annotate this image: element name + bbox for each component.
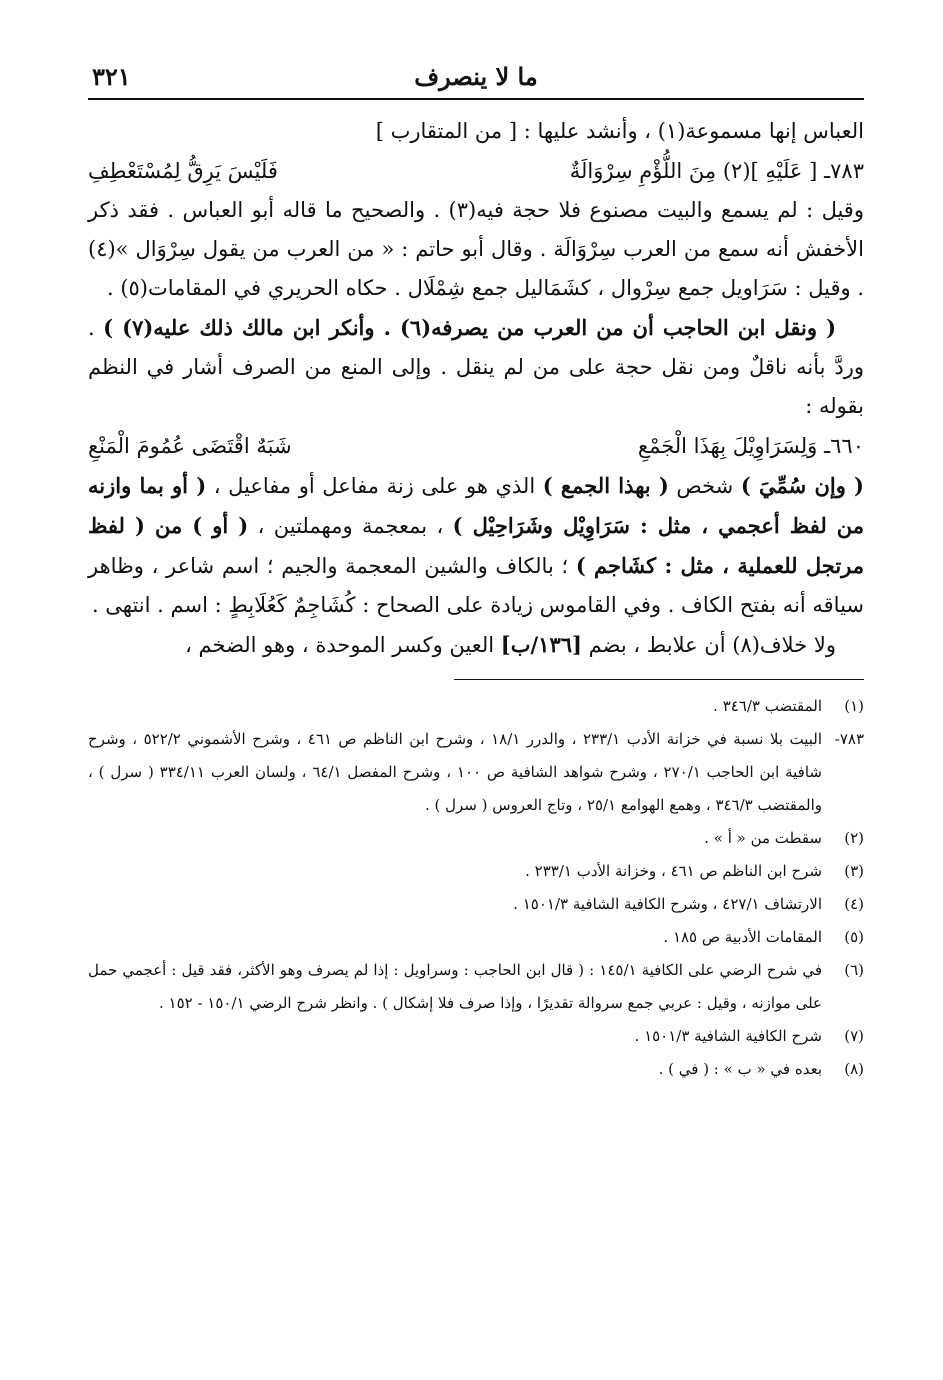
paragraph: العباس إنها مسموعة(١) ، وأنشد عليها : [ من المتقارب ] — [375, 119, 864, 143]
footnote — [88, 855, 864, 888]
footnote — [88, 690, 864, 723]
page-number: ٣٢١ — [92, 62, 131, 91]
footnote-text: شرح ابن الناظم ص ٤٦١ ، وخزانة الأدب ٢٣٣/١ . — [525, 862, 822, 880]
footnote-separator — [454, 679, 864, 680]
matn-text: ( ونقل ابن الحاجب أن من العرب من يصرفه(٦) . وأنكر ابن مالك ذلك عليه(٧) ) — [103, 315, 837, 340]
verse-660 — [88, 426, 864, 466]
footnote-text: سقطت من « أ » . — [704, 829, 822, 847]
main-text — [88, 112, 864, 665]
footnote-number: (١) — [844, 697, 864, 715]
commentary-text: العين وكسر الموحدة ، وهو الضخم ، — [185, 633, 501, 657]
footnote — [88, 888, 864, 921]
footnote-number: (٥) — [844, 928, 864, 946]
commentary-text: شخص — [668, 474, 741, 498]
footnote-number: (٨) — [844, 1060, 864, 1078]
footnote-number: ٧٨٣- — [834, 730, 864, 748]
footnote-text: الارتشاف ٤٢٧/١ ، وشرح الكافية الشافية ١٥٠١/٣ . — [513, 895, 822, 913]
footnotes — [88, 690, 864, 1086]
footnote-text: في شرح الرضي على الكافية ١٤٥/١ : ( قال ابن الحاجب : وسراويل : إذا لم يصرف وهو الأكثر، فقد قيل : أعجمي حمل على موازنه ، وقيل : عربي جمع سروالة تقديرًا ، وإذا صرف فلا إشكال ) . وانظر شرح الرضي ١٥٠/١ - ١٥٢ . — [88, 961, 822, 1012]
footnote-number: (٧) — [844, 1027, 864, 1045]
manuscript-folio-marker: [١٣٦/ب] — [500, 632, 582, 657]
paragraph — [88, 308, 864, 426]
header-rule — [88, 98, 864, 100]
footnote-text: بعده في « ب » : ( في ) . — [658, 1060, 822, 1078]
verse-first-hemistich: ٦٦٠ـ وَلِسَرَاوِيْلَ بِهَذَا الْجَمْعِ — [637, 434, 864, 458]
footnote-text: شرح الكافية الشافية ١٥٠١/٣ . — [634, 1027, 822, 1045]
commentary-text: ، بمعجمة ومهملتين ، — [248, 514, 453, 538]
footnote-text: البيت بلا نسبة في خزانة الأدب ٢٣٣/١ ، والدرر ١٨/١ ، وشرح ابن الناظم ص ٤٦١ ، وشرح الأشموني ٥٢٢/٢ ، وشرح شافية ابن الحاجب ٢٧٠/١ ، وشرح شواهد الشافية ص ١٠٠ ، وشرح المفصل ٦٤/١ ، ولسان العرب ٣٣٤/١١ ( سرل ) ، والمقتضب ٣٤٦/٣ ، وهمع الهوامع ٢٥/١ ، وتاج العروس ( سرل ) . — [88, 730, 822, 814]
footnote-number: (٦) — [844, 961, 864, 979]
footnote — [88, 954, 864, 1020]
paragraph: وقيل : لم يسمع والبيت مصنوع فلا حجة فيه(٣) . والصحيح ما قاله أبو العباس . فقد ذكر الأخفش أنه سمع من العرب سِرْوَالَة . وقال أبو حاتم : « من العرب من يقول سِرْوَال »(٤) . وقيل : سَرَاويل جمع سِرْوال ، كشَمَاليل جمع شِمْلَال . حكاه الحريري في المقامات(٥) . — [88, 198, 864, 300]
paragraph — [88, 466, 864, 625]
footnote — [88, 723, 864, 822]
footnote-number: (٢) — [844, 829, 864, 847]
commentary-text: ولا خلاف(٨) أن علابط ، بضم — [581, 633, 836, 657]
matn-text: ( أو بما وازنه من لفظ أعجمي ، مثل : سَرَاوِيْل وشَرَاحِيْل ) — [88, 473, 865, 538]
chapter-title: ما لا ينصرف — [414, 62, 538, 91]
matn-text: ( وإن سُمِّيَ ) — [740, 473, 864, 498]
commentary-text: الذي هو على زنة مفاعل أو مفاعيل ، — [206, 474, 543, 498]
verse-783 — [88, 151, 864, 191]
footnote-text: المقامات الأدبية ص ١٨٥ . — [663, 928, 822, 946]
footnote — [88, 1020, 864, 1053]
paragraph — [88, 625, 864, 665]
commentary-text: ؛ بالكاف والشين المعجمة والجيم ؛ اسم شاعر ، وظاهر سياقه أنه بفتح الكاف . وفي القاموس زيادة على الصحاح : كُشَاجِمٌ كَعُلَابِطٍ : اسم . انتهى . — [88, 554, 864, 617]
matn-text: ( أو ) من ( لفظ مرتجل للعملية ، مثل : كشَاجم ) — [88, 513, 865, 578]
footnote — [88, 1053, 864, 1086]
running-header — [88, 60, 864, 96]
footnote-number: (٤) — [844, 895, 864, 913]
verse-second-hemistich: شَبَهٌ اقْتَضَى عُمُومَ الْمَنْعِ — [88, 434, 292, 458]
footnote-number: (٣) — [844, 862, 864, 880]
footnote — [88, 822, 864, 855]
book-page — [88, 60, 864, 1086]
footnote — [88, 921, 864, 954]
commentary-text: . وردَّ بأنه ناقلٌ ومن نقل حجة على من لم ينقل . وإلى المنع من الصرف أشار في النظم بقوله : — [88, 316, 864, 418]
footnote-text: المقتضب ٣٤٦/٣ . — [713, 697, 822, 715]
verse-second-hemistich: فَلَيْسَ يَرِقُّ لِمُسْتَعْطِفِ — [88, 159, 278, 183]
matn-text: ( بهذا الجمع ) — [542, 473, 669, 498]
verse-first-hemistich: ٧٨٣ـ [ عَلَيْهِ ](٢) مِنَ اللُّؤْمِ سِرْوَالَةٌ — [569, 159, 864, 183]
